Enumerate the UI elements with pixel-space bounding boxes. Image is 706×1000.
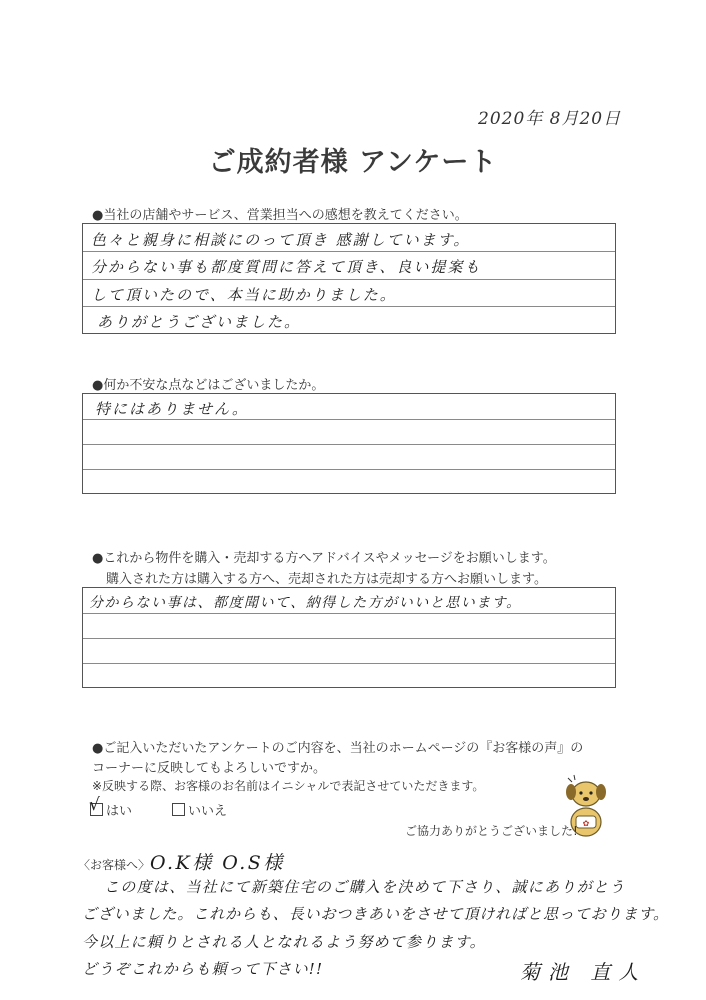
- ruled-line: [83, 306, 615, 307]
- reply-line: この度は、当社にて新築住宅のご購入を決めて下さり、誠にありがとう: [104, 878, 626, 896]
- question-impressions: ●当社の店舗やサービス、営業担当への感想を教えてください。: [92, 208, 468, 223]
- page-title: ご成約者様 アンケート: [208, 147, 498, 178]
- initials-note: ※反映する際、お客様のお名前はイニシャルで表記させていただきます。: [92, 779, 485, 793]
- handwritten-answer-line: 分からない事も都度質問に答えて頂き、良い提案も: [91, 258, 482, 276]
- reply-line: どうぞこれからも頼って下さい!!: [82, 960, 324, 978]
- ruled-line: [83, 613, 615, 614]
- handwritten-answer-line: 特にはありません。: [95, 400, 249, 418]
- question-advice: ●これから物件を購入・売却する方へアドバイスやメッセージをお願いします。: [92, 551, 556, 566]
- answer-box-advice: [82, 587, 616, 688]
- question-publish-consent-line2: コーナーに反映してもよろしいですか。: [92, 761, 327, 776]
- staff-signature: 菊池 直人: [520, 960, 647, 984]
- question-concerns: ●何か不安な点などはございましたか。: [92, 378, 325, 393]
- ruled-line: [83, 419, 615, 420]
- svg-text:✿: ✿: [582, 819, 590, 828]
- handwritten-answer-line: 分からない事は、都度聞いて、納得した方がいいと思います。: [89, 595, 522, 611]
- consent-no-checkbox[interactable]: [172, 803, 185, 816]
- handwritten-answer-line: 色々と親身に相談にのって頂き 感謝しています。: [91, 231, 471, 249]
- reply-line: ございました。これからも、長いおつきあいをさせて頂ければと思っております。: [82, 905, 669, 923]
- reply-addressee: O.K様 O.S様: [150, 852, 285, 874]
- consent-yes-option[interactable]: [89, 795, 133, 819]
- consent-no-option[interactable]: [172, 800, 227, 819]
- thank-you-message: ご協力ありがとうございました!: [405, 824, 578, 838]
- ruled-line: [83, 251, 615, 252]
- check-mark-icon: √: [89, 795, 100, 815]
- survey-date: 2020年 8月20日: [478, 109, 622, 129]
- answer-box-concerns: [82, 393, 616, 494]
- consent-yes-checkbox[interactable]: [89, 795, 103, 816]
- reply-label: 〈お客様へ〉: [78, 858, 151, 872]
- ruled-line: [83, 279, 615, 280]
- ruled-line: [83, 469, 615, 470]
- question-advice-sub: 購入された方は購入する方へ、売却された方は売却する方へお願いします。: [106, 572, 547, 587]
- ruled-line: [83, 444, 615, 445]
- question-publish-consent: ●ご記入いただいたアンケートのご内容を、当社のホームページの『お客様の声』の: [92, 741, 584, 756]
- consent-no-label: いいえ: [188, 804, 228, 819]
- answer-box-impressions: [82, 223, 616, 334]
- consent-yes-label: はい: [106, 804, 133, 819]
- handwritten-answer-line: ありがとうございました。: [97, 313, 302, 331]
- handwritten-answer-line: して頂いたので、本当に助かりました。: [91, 286, 397, 304]
- reply-line: 今以上に頼りとされる人となれるよう努めて参ります。: [82, 933, 486, 951]
- ruled-line: [83, 663, 615, 664]
- ruled-line: [83, 638, 615, 639]
